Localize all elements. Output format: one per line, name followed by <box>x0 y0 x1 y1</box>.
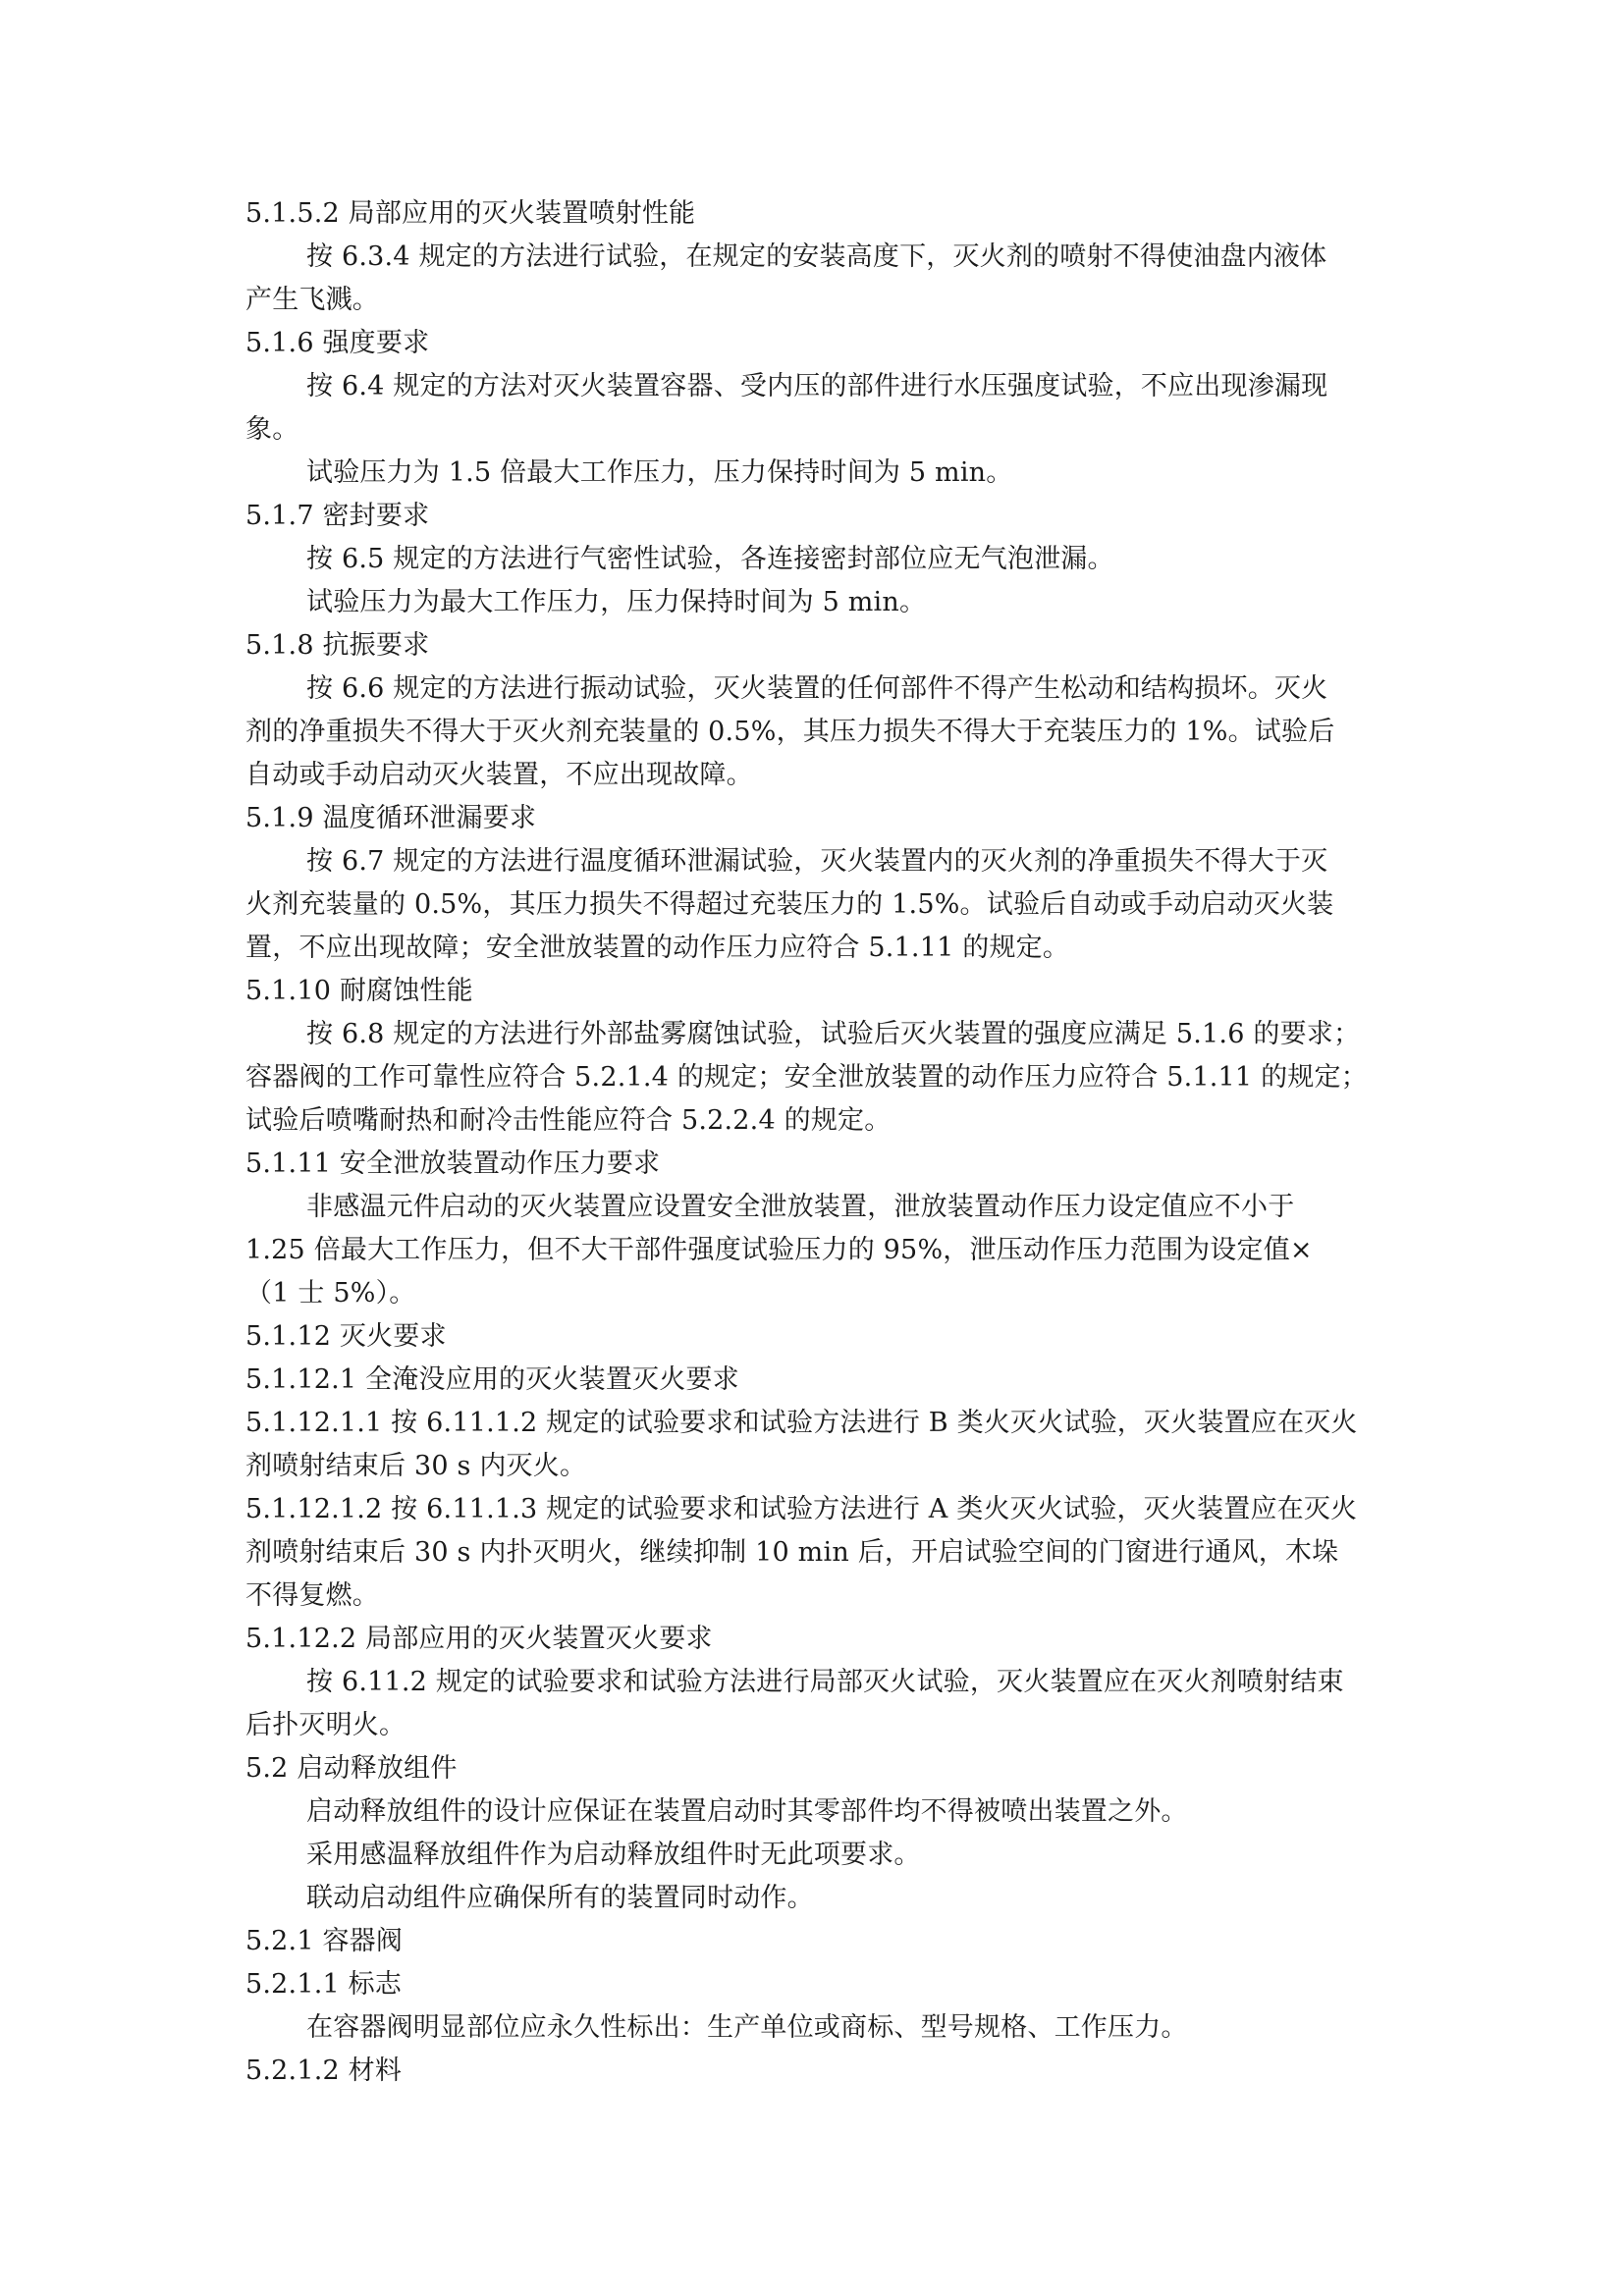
paragraph-line: 按 6.8 规定的方法进行外部盐雾腐蚀试验，试验后灭火装置的强度应满足 5.1.6 的要求； <box>306 1019 1361 1049</box>
paragraph-line: 在容器阀明显部位应永久性标出：生产单位或商标、型号规格、工作压力。 <box>306 2012 1188 2043</box>
paragraph-line: 按 6.4 规定的方法对灭火装置容器、受内压的部件进行水压强度试验，不应出现渗漏现 <box>306 371 1328 401</box>
section-heading: 5.2.1.2 材料 <box>245 2056 403 2086</box>
paragraph-line: 按 6.3.4 规定的方法进行试验，在规定的安装高度下，灭火剂的喷射不得使油盘内液体 <box>306 241 1327 272</box>
paragraph-line: 试验压力为最大工作压力，压力保持时间为 5 min。 <box>306 587 927 617</box>
paragraph-line: 容器阀的工作可靠性应符合 5.2.1.4 的规定；安全泄放装置的动作压力应符合 5.1.11 的规定； <box>245 1062 1368 1093</box>
paragraph-line: 置，不应出现故障；安全泄放装置的动作压力应符合 5.1.11 的规定。 <box>245 933 1070 963</box>
section-heading: 5.2.1 容器阀 <box>245 1926 404 1956</box>
paragraph-line: 按 6.5 规定的方法进行气密性试验，各连接密封部位应无气泡泄漏。 <box>306 544 1114 574</box>
paragraph-line: 自动或手动启动灭火装置，不应出现故障。 <box>245 760 753 790</box>
section-heading: 5.1.11 安全泄放装置动作压力要求 <box>245 1148 661 1179</box>
paragraph-line: 剂喷射结束后 30 s 内灭火。 <box>245 1451 587 1481</box>
paragraph-line: 按 6.11.2 规定的试验要求和试验方法进行局部灭火试验，灭火装置应在灭火剂喷射结束 <box>306 1667 1344 1697</box>
paragraph-line: （1 士 5%）。 <box>245 1278 416 1308</box>
section-heading: 5.1.12.1.1 按 6.11.1.2 规定的试验要求和试验方法进行 B 类火灭火试验，灭火装置应在灭火 <box>245 1408 1358 1438</box>
section-heading: 5.2 启动释放组件 <box>245 1753 458 1784</box>
paragraph-line: 试验压力为 1.5 倍最大工作压力，压力保持时间为 5 min。 <box>306 457 1013 488</box>
section-heading: 5.1.12 灭火要求 <box>245 1321 447 1352</box>
paragraph-line: 剂喷射结束后 30 s 内扑灭明火，继续抑制 10 min 后，开启试验空间的门窗进行通风，木垛 <box>245 1537 1339 1568</box>
section-heading: 5.1.12.2 局部应用的灭火装置灭火要求 <box>245 1624 713 1654</box>
section-heading: 5.1.12.1.2 按 6.11.1.3 规定的试验要求和试验方法进行 A 类火灭火试验，灭火装置应在灭火 <box>245 1494 1358 1524</box>
section-heading: 5.1.6 强度要求 <box>245 328 430 358</box>
paragraph-line: 剂的净重损失不得大于灭火剂充装量的 0.5%，其压力损失不得大于充装压力的 1%。试验后 <box>245 717 1335 747</box>
section-heading: 5.1.12.1 全淹没应用的灭火装置灭火要求 <box>245 1364 739 1395</box>
paragraph-line: 后扑灭明火。 <box>245 1710 406 1740</box>
paragraph-line: 产生飞溅。 <box>245 285 379 315</box>
section-heading: 5.1.8 抗振要求 <box>245 630 430 661</box>
paragraph-line: 联动启动组件应确保所有的装置同时动作。 <box>306 1883 814 1913</box>
paragraph-line: 试验后喷嘴耐热和耐冷击性能应符合 5.2.2.4 的规定。 <box>245 1105 892 1136</box>
section-heading: 5.1.9 温度循环泄漏要求 <box>245 803 537 833</box>
paragraph-line: 按 6.7 规定的方法进行温度循环泄漏试验，灭火装置内的灭火剂的净重损失不得大于灭 <box>306 846 1328 877</box>
section-heading: 5.1.5.2 局部应用的灭火装置喷射性能 <box>245 198 696 229</box>
paragraph-line: 1.25 倍最大工作压力，但不大干部件强度试验压力的 95%，泄压动作压力范围为设定值× <box>245 1235 1313 1265</box>
paragraph-line: 火剂充装量的 0.5%，其压力损失不得超过充装压力的 1.5%。试验后自动或手动启动灭火装 <box>245 889 1334 920</box>
section-heading: 5.1.7 密封要求 <box>245 501 430 531</box>
section-heading: 5.1.10 耐腐蚀性能 <box>245 976 473 1006</box>
paragraph-line: 启动释放组件的设计应保证在装置启动时其零部件均不得被喷出装置之外。 <box>306 1796 1188 1827</box>
paragraph-line: 不得复燃。 <box>245 1580 379 1611</box>
paragraph-line: 采用感温释放组件作为启动释放组件时无此项要求。 <box>306 1840 921 1870</box>
paragraph-line: 非感温元件启动的灭火装置应设置安全泄放装置，泄放装置动作压力设定值应不小于 <box>306 1192 1295 1222</box>
paragraph-line: 象。 <box>245 414 299 445</box>
section-heading: 5.2.1.1 标志 <box>245 1969 403 2000</box>
paragraph-line: 按 6.6 规定的方法进行振动试验，灭火装置的任何部件不得产生松动和结构损坏。灭火 <box>306 673 1328 704</box>
document-page <box>245 192 1389 2093</box>
